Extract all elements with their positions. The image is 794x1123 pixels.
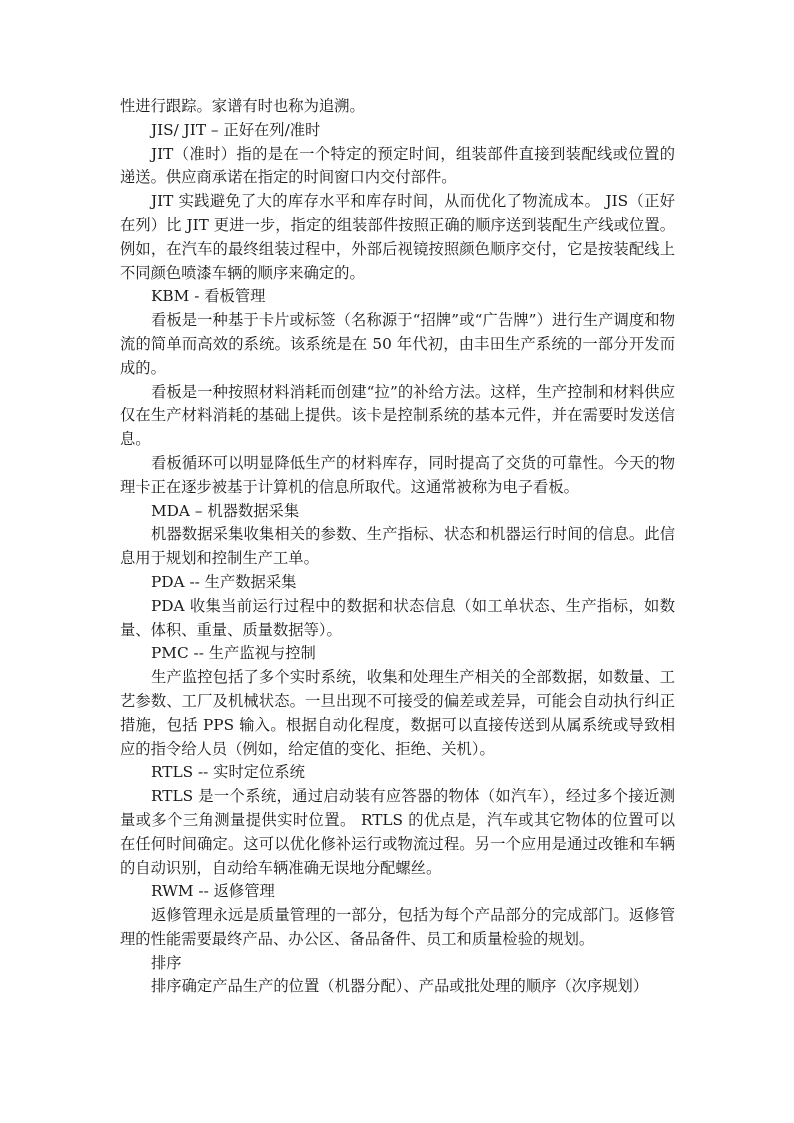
paragraph: 返修管理永远是质量管理的一部分，包括为每个产品部分的完成部门。返修管理的性能需要最终产品、办公区、备品备件、员工和质量检验的规划。	[120, 906, 675, 948]
section-heading-pmc: PMC -- 生产监视与控制	[151, 644, 316, 663]
section-heading-mda: MDA – 机器数据采集	[151, 501, 300, 520]
paragraph: JIT（准时）指的是在一个特定的预定时间，组装部件直接到装配线或位置的递送。供应商承诺在指定的时间窗口内交付部件。	[120, 144, 675, 187]
paragraph: JIT 实践避免了大的库存水平和库存时间，从而优化了物流成本。 JIS（正好在列）比 JIT 更进一步，指定的组装部件按照正确的顺序送到装配生产线或位置。例如，在汽车的最终组装过程中，外部后视镜按照颜色顺序交付，它是按装配线上不同颜色喷漆车辆的顺序来确定的。	[120, 192, 675, 282]
paragraph: 看板循环可以明显降低生产的材料库存，同时提高了交货的可靠性。今天的物理卡正在逐步被基于计算机的信息所取代。这通常被称为电子看板。	[120, 453, 675, 496]
section-heading-kbm: KBM - 看板管理	[151, 287, 266, 306]
section-heading-rwm: RWM -- 返修管理	[151, 882, 275, 901]
section-heading-sequencing: 排序	[151, 953, 182, 972]
paragraph: 排序确定产品生产的位置（机器分配）、产品或批处理的顺序（次序规划）	[151, 977, 649, 996]
paragraph: PDA 收集当前运行过程中的数据和状态信息（如工单状态、生产指标，如数量、体积、重量、质量数据等）。	[120, 596, 675, 639]
section-heading-rtls: RTLS -- 实时定位系统	[151, 763, 305, 782]
paragraph: 机器数据采集收集相关的参数、生产指标、状态和机器运行时间的信息。此信息用于规划和控制生产工单。	[120, 525, 675, 568]
section-heading-pda: PDA -- 生产数据采集	[151, 572, 297, 591]
document-body	[120, 95, 675, 999]
paragraph: 生产监控包括了多个实时系统，收集和处理生产相关的全部数据，如数量、工艺参数、工厂及机械状态。一旦出现不可接受的偏差或差异，可能会自动执行纠正措施，包括 PPS 输入。根据自动化程度，数据可以直接传送到从属系统或导致相应的指令给人员（例如，给定值的变化、拒绝、关机）。	[120, 668, 675, 758]
paragraph-continuation: 性进行跟踪。家谱有时也称为追溯。	[120, 97, 365, 115]
paragraph: RTLS 是一个系统，通过启动装有应答器的物体（如汽车），经过多个接近测量或多个三角测量提供实时位置。 RTLS 的优点是，汽车或其它物体的位置可以在任何时间确定。这可以优化修补运行或物流过程。另一个应用是通过改锥和车辆的自动识别，自动给车辆准确无误地分配螺丝。	[120, 787, 675, 877]
paragraph: 看板是一种基于卡片或标签（名称源于“招牌”或“广告牌”）进行生产调度和物流的简单而高效的系统。该系统是在 50 年代初，由丰田生产系统的一部分开发而成的。	[120, 311, 675, 377]
paragraph: 看板是一种按照材料消耗而创建“拉”的补给方法。这样，生产控制和材料供应仅在生产材料消耗的基础上提供。该卡是控制系统的基本元件，并在需要时发送信息。	[120, 382, 675, 449]
section-heading-jis-jit: JIS/ JIT – 正好在列/准时	[151, 120, 321, 139]
